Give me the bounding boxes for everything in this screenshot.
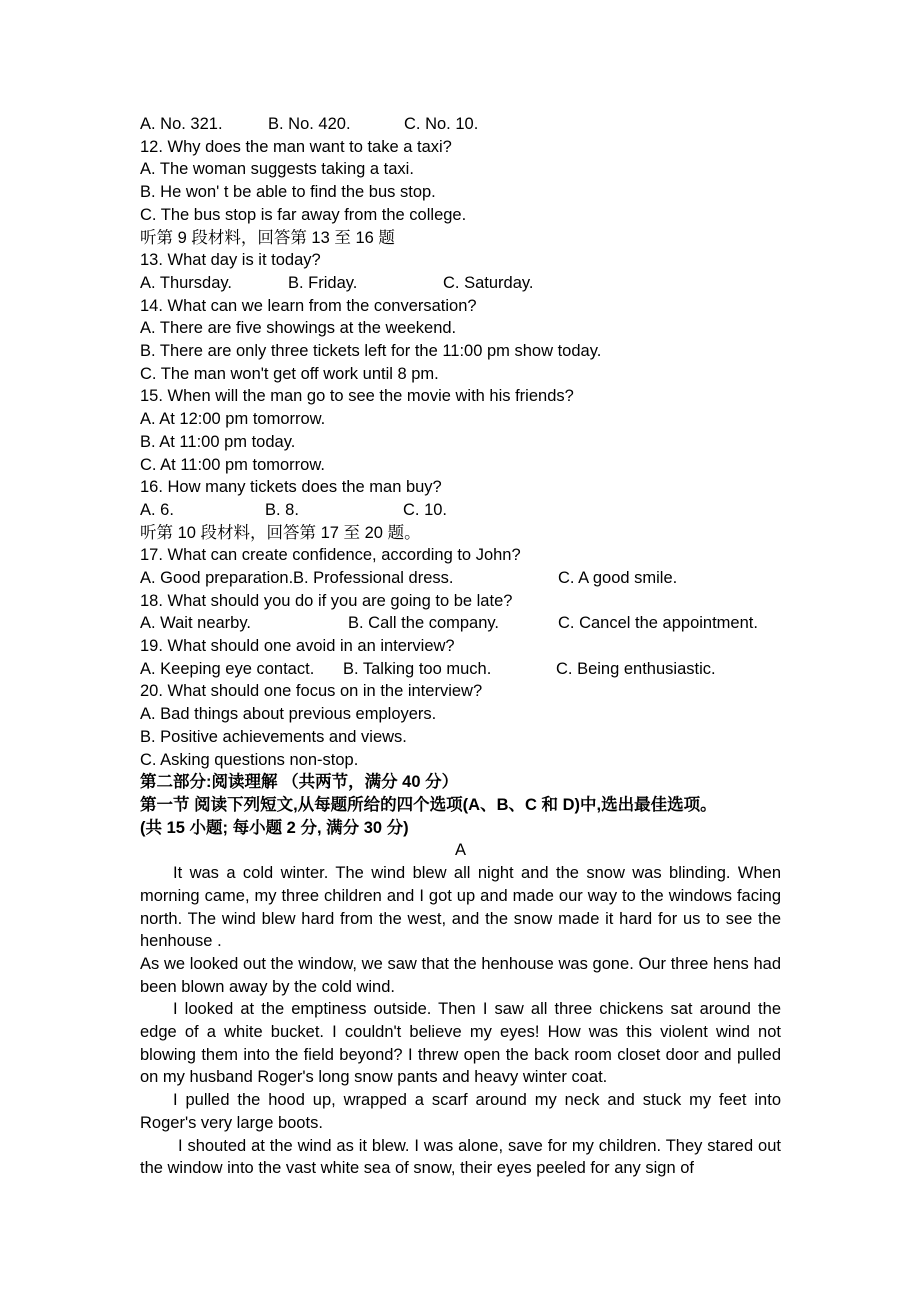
question-line: 17. What can create confidence, according to John?: [140, 546, 521, 565]
option-line: C. At 11:00 pm tomorrow.: [140, 455, 325, 474]
option-text: A. No. 321.: [140, 115, 223, 133]
option-text: A. Thursday.: [140, 273, 233, 292]
option-line: A. At 12:00 pm tomorrow.: [140, 410, 326, 429]
option-row: [140, 499, 781, 522]
option-text: B. No. 420.: [268, 115, 351, 133]
question-line: 16. How many tickets does the man buy?: [140, 478, 442, 497]
option-text: B. Talking too much.: [343, 659, 492, 678]
option-text: C. Saturday.: [443, 273, 534, 292]
section-instruction: 第一节 阅读下列短文,从每题所给的四个选项(A、B、C 和 D)中,选出最佳选项。: [140, 796, 717, 814]
option-text: A. Wait nearby.: [140, 614, 251, 633]
option-line: C. The man won't get off work until 8 pm.: [140, 364, 439, 383]
passage-paragraph: I shouted at the wind as it blew. I was alone, save for my children. They stared out the window into the vast white sea of snow, their eyes peeled for any sign of: [140, 1136, 786, 1178]
passage-paragraph: I pulled the hood up, wrapped a scarf around my neck and stuck my feet into Roger's very large boots.: [140, 1091, 786, 1132]
option-line: C. The bus stop is far away from the college.: [140, 205, 467, 224]
question-line: 13. What day is it today?: [140, 251, 321, 270]
option-text: B. 8.: [265, 500, 299, 519]
passage-paragraph: It was a cold winter. The wind blew all night and the snow was blinding. When morning came, my three children and I got up and made our way to the windows facing north. The wind blew hard from the west, and the snow made it hard for us to see the henhouse .: [140, 864, 786, 951]
question-line: 12. Why does the man want to take a taxi?: [140, 137, 452, 156]
option-row: [140, 113, 781, 136]
option-row: [140, 612, 781, 635]
option-row: [140, 658, 781, 681]
option-line: A. The woman suggests taking a taxi.: [140, 160, 414, 179]
option-text: C. Being enthusiastic.: [556, 659, 716, 678]
option-line: B. At 11:00 pm today.: [140, 432, 296, 451]
passage-paragraph: As we looked out the window, we saw that the henhouse was gone. Our three hens had been blown away by the cold wind.: [140, 954, 786, 996]
option-row: [140, 272, 781, 295]
question-line: 19. What should one avoid in an interview?: [140, 637, 455, 656]
option-line: C. Asking questions non-stop.: [140, 750, 359, 769]
option-text: C. A good smile.: [558, 569, 678, 588]
option-line: B. He won' t be able to find the bus stop.: [140, 183, 436, 202]
option-line: A. Bad things about previous employers.: [140, 705, 437, 724]
option-text: B. Friday.: [288, 273, 358, 292]
document-content: [140, 113, 786, 1180]
listening-section-note: 听第 10 段材料，回答第 17 至 20 题。: [140, 523, 421, 542]
option-row: [140, 567, 781, 590]
option-text: C. Cancel the appointment.: [558, 614, 758, 633]
listening-section-note: 听第 9 段材料，回答第 13 至 16 题: [140, 228, 395, 247]
option-line: B. Positive achievements and views.: [140, 727, 407, 746]
option-line: A. There are five showings at the weekend.: [140, 319, 457, 338]
option-text: A. 6.: [140, 500, 174, 519]
option-text: B. Professional dress.: [293, 569, 454, 588]
section-instruction: (共 15 小题; 每小题 2 分, 满分 30 分): [140, 818, 409, 837]
option-text: C. No. 10.: [404, 115, 479, 133]
option-text: C. 10.: [403, 500, 448, 519]
option-line: B. There are only three tickets left for the 11:00 pm show today.: [140, 342, 602, 360]
question-line: 18. What should you do if you are going to be late?: [140, 591, 513, 610]
question-line: 15. When will the man go to see the movie with his friends?: [140, 387, 574, 406]
option-text: B. Call the company.: [348, 614, 500, 633]
question-line: 14. What can we learn from the conversation?: [140, 296, 477, 315]
passage-label: A: [454, 841, 466, 860]
question-line: 20. What should one focus on in the interview?: [140, 682, 483, 701]
section-header: 第二部分:阅读理解 （共两节，满分 40 分）: [140, 773, 459, 792]
passage-paragraph: I looked at the emptiness outside. Then I saw all three chickens sat around the edge of a white bucket. I couldn't believe my eyes! How was this violent wind not blowing them into the field beyond? I threw open the back room closet door and pulled on my husband Roger's long snow pants and heavy winter coat.: [140, 1000, 786, 1087]
option-text: A. Keeping eye contact.: [140, 659, 315, 678]
option-text: A. Good preparation.: [140, 569, 294, 588]
